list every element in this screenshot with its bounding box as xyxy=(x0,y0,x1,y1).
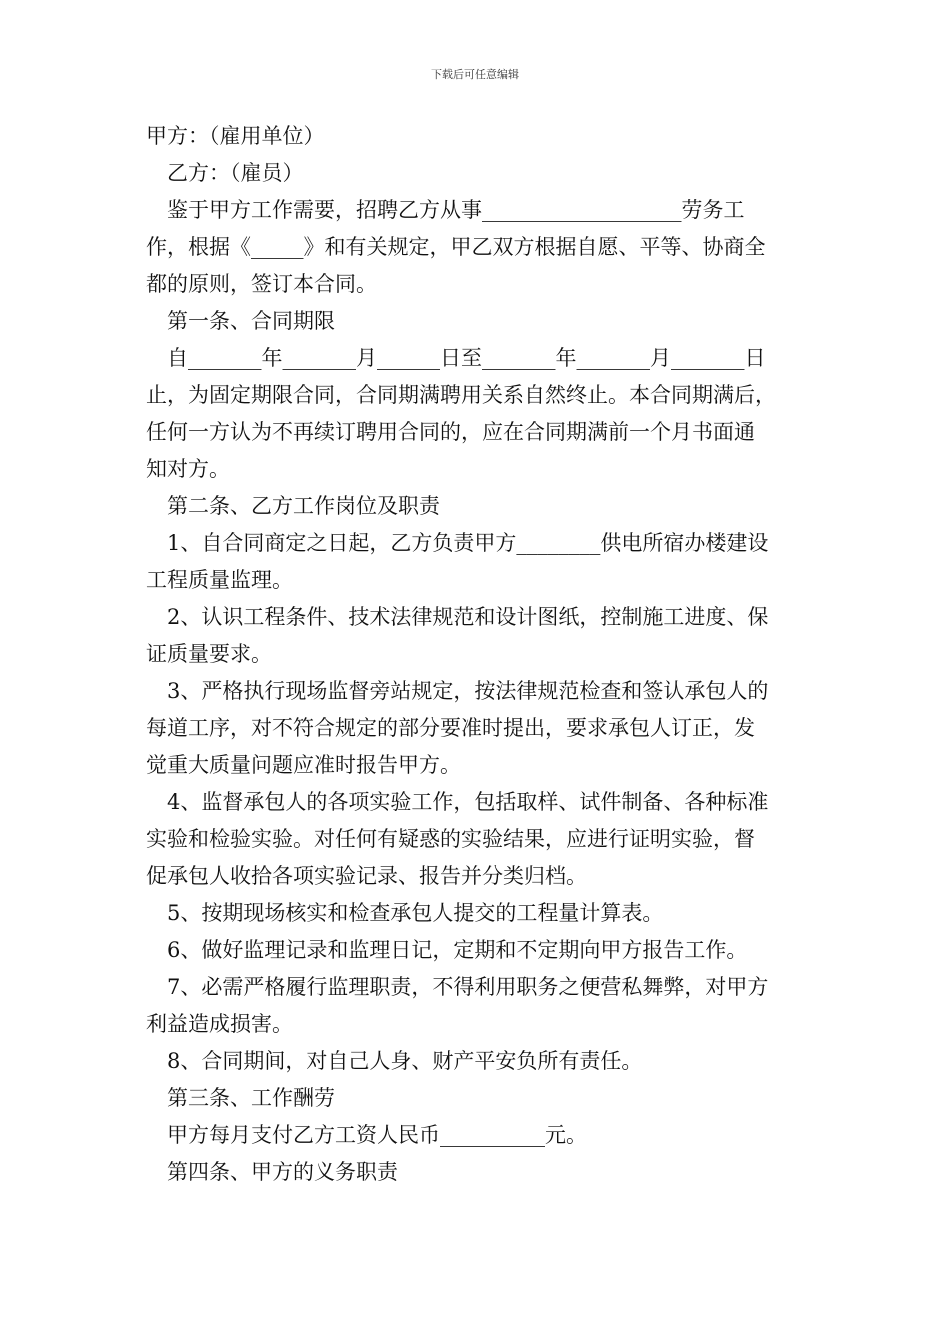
list-item-continuation: 实验和检验实验。对任何有疑惑的实验结果，应进行证明实验，督 xyxy=(146,827,755,851)
paragraph-line: 作，根据《_____》和有关规定，甲乙双方根据自愿、平等、协商全 xyxy=(146,235,766,259)
list-item-continuation: 每道工序，对不符合规定的部分要准时提出，要求承包人订正，发 xyxy=(146,716,755,740)
list-item: 8、合同期间，对自己人身、财产平安负所有责任。 xyxy=(167,1049,643,1073)
list-item: 6、做好监理记录和监理日记，定期和不定期向甲方报告工作。 xyxy=(167,938,748,962)
list-item: 2、认识工程条件、技术法律规范和设计图纸，控制施工进度、保 xyxy=(167,605,769,629)
paragraph-line: 知对方。 xyxy=(146,457,230,481)
article-heading: 第三条、工作酬劳 xyxy=(167,1086,335,1110)
list-item-continuation: 工程质量监理。 xyxy=(146,568,293,592)
list-item: 1、自合同商定之日起，乙方负责甲方________供电所宿办楼建设 xyxy=(167,531,769,555)
party-a-line: 甲方：（雇用单位） xyxy=(146,124,325,148)
list-item-continuation: 利益造成损害。 xyxy=(146,1012,293,1036)
paragraph-line: 都的原则，签订本合同。 xyxy=(146,272,377,296)
paragraph-line: 鉴于甲方工作需要，招聘乙方从事___________________劳务工 xyxy=(167,198,745,222)
list-item-continuation: 证质量要求。 xyxy=(146,642,272,666)
article-heading: 第一条、合同期限 xyxy=(167,309,335,333)
list-item: 5、按期现场核实和检查承包人提交的工程量计算表。 xyxy=(167,901,664,925)
article-heading: 第四条、甲方的义务职责 xyxy=(167,1160,398,1184)
contract-body xyxy=(146,118,826,1191)
paragraph-line: 甲方每月支付乙方工资人民币__________元。 xyxy=(167,1123,587,1147)
list-item-continuation: 促承包人收拾各项实验记录、报告并分类归档。 xyxy=(146,864,587,888)
paragraph-line: 止，为固定期限合同，合同期满聘用关系自然终止。本合同期满后， xyxy=(146,383,776,407)
list-item: 4、监督承包人的各项实验工作，包括取样、试件制备、各种标准 xyxy=(167,790,769,814)
page-header-watermark: 下载后可任意编辑 xyxy=(431,68,519,81)
paragraph-line: 自_______年_______月______日至_______年_______月_______日 xyxy=(167,346,766,370)
paragraph-line: 任何一方认为不再续订聘用合同的，应在合同期满前一个月书面通 xyxy=(146,420,755,444)
list-item: 3、严格执行现场监督旁站规定，按法律规范检查和签认承包人的 xyxy=(167,679,769,703)
list-item: 7、必需严格履行监理职责，不得利用职务之便营私舞弊，对甲方 xyxy=(167,975,769,999)
article-heading: 第二条、乙方工作岗位及职责 xyxy=(167,494,440,518)
list-item-continuation: 觉重大质量问题应准时报告甲方。 xyxy=(146,753,461,777)
party-b-line: 乙方：（雇员） xyxy=(167,161,304,185)
